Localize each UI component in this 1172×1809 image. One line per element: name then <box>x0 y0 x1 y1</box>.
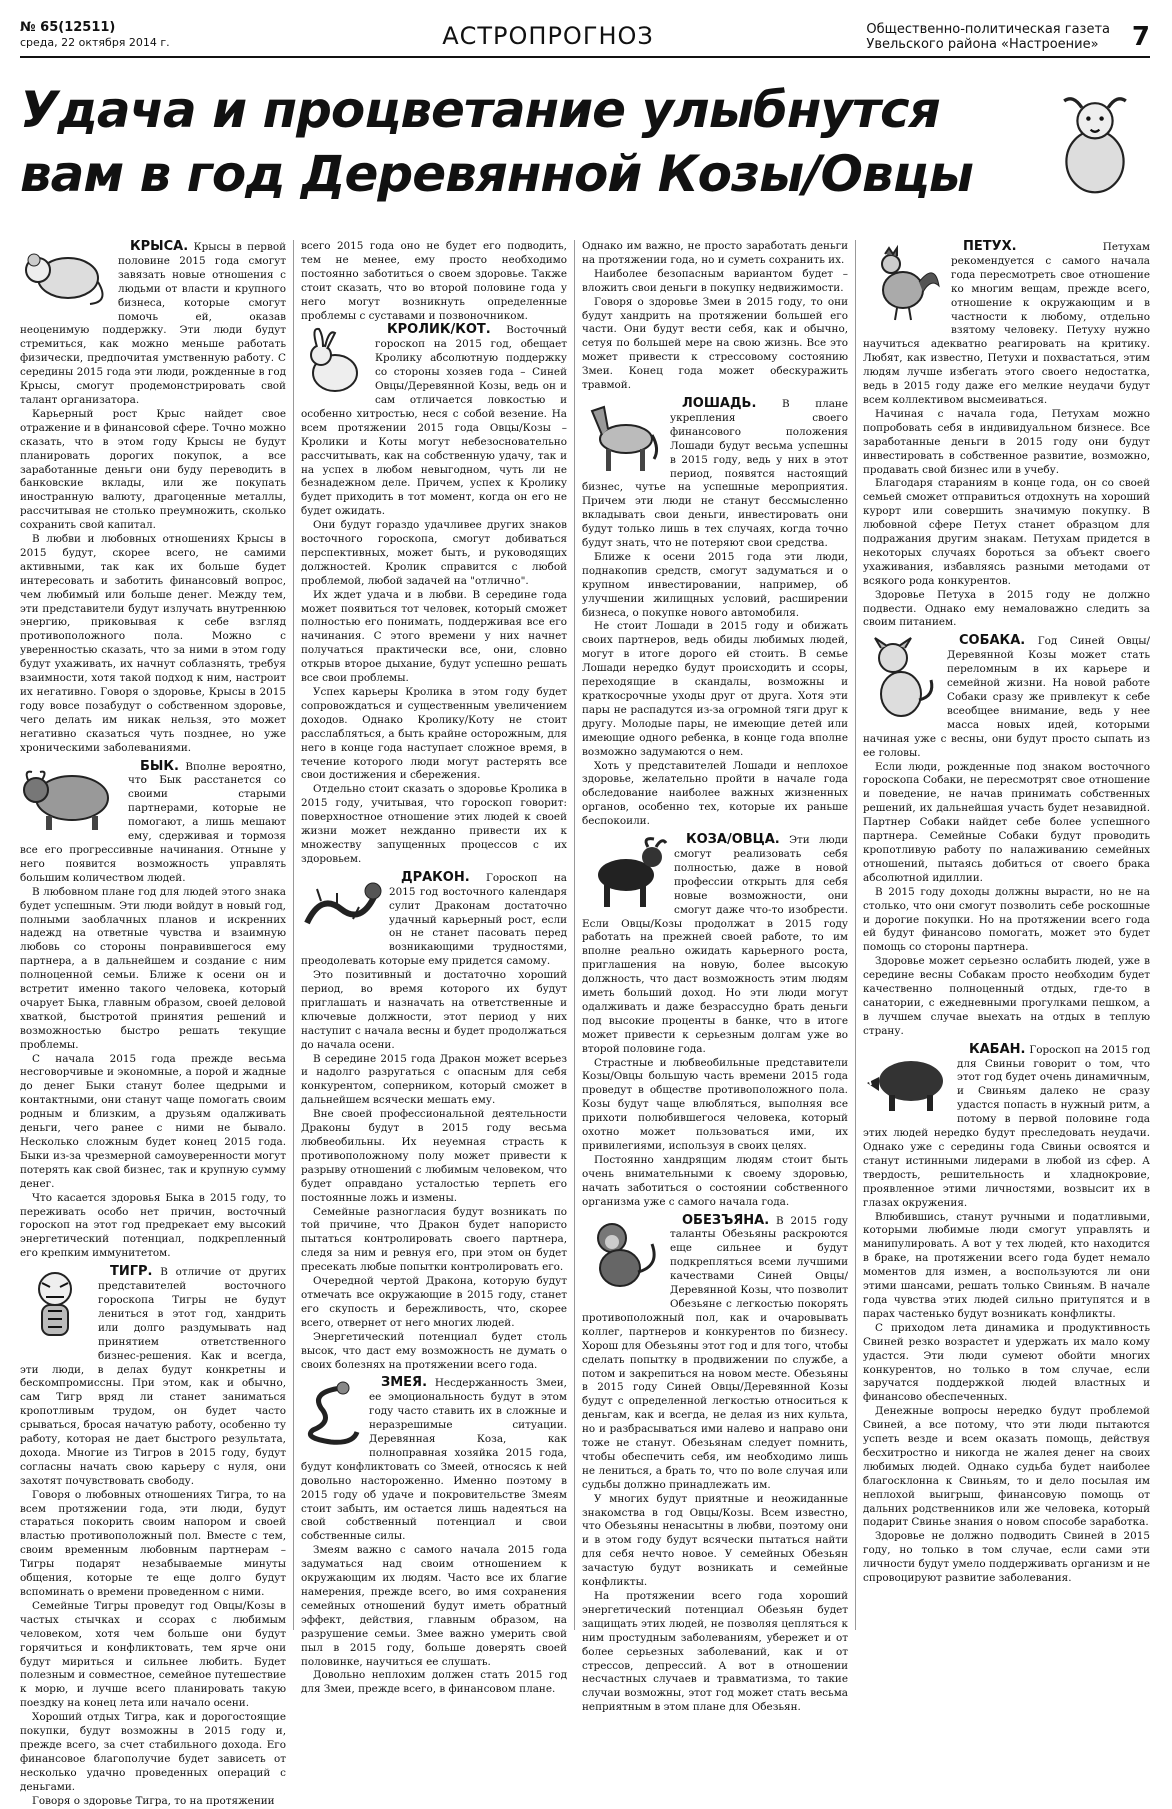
column-1 <box>20 239 286 1807</box>
snake-text-3: Довольно неплохим должен стать 2015 год для Змеи, прежде всего, в финансовом плане. <box>301 1669 567 1696</box>
bull-text-2: В любовном плане год для людей этого знака будет успешным. Эти люди войдут в новый год, полными заоблачных планов и искренних надежд на ответные чувства и взаимную любовь со стороны понравившегося ему партнера, а в дальнейшем и создание с ним полноценной семьи. Ближе к осени он и встретит именно такого человека, который очарует Быка, главным образом, своей деловой хваткой, быстротой принятия решений и возможностью быстро решать текущие проблемы. <box>20 885 286 1051</box>
column-3 <box>582 240 848 1714</box>
issue-number: № 65(12511) <box>20 20 116 35</box>
tiger-text-2: Говоря о любовных отношениях Тигра, то на всем протяжении года, эти люди, будут стараться покорить своим напором и своей властью противоположный пол. Вместе с тем, своим временным любовным партнерам – Тигры подарят незабываемые минуты общения, которые те еще долго будут вспоминать о времени проведенном с ними. <box>20 1488 286 1598</box>
section-rabbit <box>301 240 567 867</box>
horse-text-2: Ближе к осени 2015 года эти люди, поднакопив средств, смогут задуматься и о крупном инвестировании, например, об улучшении жилищных условий, расширении бизнеса, о покупке нового автомобиля. <box>582 550 848 619</box>
dog-text-3: В 2015 году доходы должны вырасти, но не на столько, что они смогут позволить себе роскошные и дорогие покупки. Но на протяжении всего года ей будут финансово помогать, может это будет помощь со стороны партнера. <box>863 885 1150 954</box>
rabbit-text-4: Успех карьеры Кролика в этом году будет сопровождаться и существенным увеличением доходов. Однако Кролику/Коту не стоит расслабляться, а быть крайне осторожным, для него в конце года наступает сложное время, в течение которого люди могут растерять все свои достижения и сбережения. <box>301 686 567 782</box>
horse-icon <box>582 399 662 475</box>
tiger-text-3: Семейные Тигры проведут год Овцы/Козы в частых стычках и ссорах с любимым человеком, хотя чем больше они будут горячиться и конфликтовать, тем ярче они будут мириться и сильнее любить. Будет полезным и совместное, семейное путешествие к морю, и лучше всего планировать такую поездку на конец лета или начало осени. <box>20 1599 286 1710</box>
tiger-text-5: Говоря о здоровье Тигра, то на протяжении <box>32 1794 275 1807</box>
dragon-text-5: Семейные разногласия будут возникать по той причине, что Дракон будет напористо пытаться контролировать своего партнера, следя за ним и ревнуя его, при этом он будет пресекать любые попытки контролировать его. <box>301 1205 567 1274</box>
sign-title-boar: КАБАН. <box>969 1041 1026 1057</box>
issue-date: среда, 22 октября 2014 г. <box>20 36 170 49</box>
rabbit-text-5: Отдельно стоит сказать о здоровье Кролика в 2015 году, учитывая, что гороскоп говорит: поверхностное отношение этих людей к своей жизни может нежданно привести их к множеству запущенных процессов с их здоровьем. <box>301 783 567 865</box>
monkey-text-1: В 2015 году таланты Обезьяны раскроются еще сильнее и будут подкрепляться всеми лучшими качествами Синей Овцы/Деревянной Козы, что позволит Обезьяне с легкостью покорять противоположный пол, как и очаровывать коллег, партнеров и конкурентов по бизнесу. Хорош для Обезьяны этот год и для того, чтобы сделать попытку в продвижении по службе, а потом и закрепиться на новом месте. Обезьяны в 2015 году Синей Овцы/Деревянной Козы будут с определенной легкостью относиться к деньгам, как и всегда, не делая из них культа, но и разбрасываться ими налево и направо они тоже не станут. Обезьянам следует помнить, чтобы обеспечить себя, им необходимо лишь не лениться, а брать то, что по воле случая или судьбы должно принадлежать им. <box>582 1214 848 1491</box>
boar-text-2: Влюбившись, станут ручными и податливыми, которыми любимые люди смогут управлять и манипулировать. А вот у тех людей, кто находится в браке, на протяжении всего года будет немало моментов для измен, а воспользуются ли они этими шансами, решать только Свиньям. В начале года чувства этих людей сильно притупятся и в парах частенько будут возникать конфликты. <box>863 1210 1150 1320</box>
bull-text-1: Вполне вероятно, что Бык расстанется со своими старыми партнерами, которые не помогают, а лишь мешают ему, сдерживая и тормозя все его прогрессивные начинания. Отныне у него появится возможность управлять большим количеством людей. <box>20 760 286 884</box>
section-horse <box>582 397 848 829</box>
sign-title-rabbit: КРОЛИК/КОТ. <box>387 322 491 338</box>
headline <box>20 78 1020 206</box>
rat-text-3: В любви и любовных отношениях Крысы в 2015 будут, скорее всего, не самими активными, так как их больше будет интересовать и заботить финансовый вопрос, чем любимый или больше денег. Между тем, эти представители будут излучать внутреннюю энергию, приковывая к себе взгляд противоположного пола. Можно с уверенностью сказать, что за ними в этом году будут ухаживать, их начнут соблазнять, требуя взаимности, хотя такой подход к ним, настроит их негативно. Говоря о здоровье, Крысы в 2015 году вовсе позабудут о собственном здоровье, чего делать им никак нельзя, это может негативно сказаться чуть позднее, но уже хроническими заболеваниями. <box>20 533 286 754</box>
section-tiger <box>20 1265 286 1808</box>
newspaper-name-line2: Увельского района «Настроение» <box>866 37 1099 52</box>
sign-title-rooster: ПЕТУХ. <box>963 239 1017 254</box>
dragon-text-3: В середине 2015 года Дракон может всерьез и надолго разругаться с опасным для себя конкурентом, соперником, который сможет в дальнейшем всячески мешать ему. <box>301 1052 567 1107</box>
dog-icon <box>863 636 939 722</box>
tiger-text-4: Хороший отдых Тигра, как и дорогостоящие покупки, будут возможны в 2015 году и, прежде всего, за счет стабильного дохода. Его финансовое благополучие будет зависеть от несколько удачно проведенных операций с деньгами. <box>20 1711 286 1793</box>
boar-text-3: С приходом лета динамика и продуктивность Свиней резко возрастет и удержать их мало кому удастся. Эти люди сумеют обойти многих конкурентов, но только в том случае, если заручатся поддержкой людей властных и финансово обеспеченных. <box>863 1321 1150 1404</box>
section-rat <box>20 240 286 756</box>
newspaper-name-line1: Общественно-политическая газета <box>866 22 1110 37</box>
rooster-text-3: Благодаря стараниям в конце года, он со своей семьей сможет отправиться отдохнуть на хороший курорт или совершить значимую покупку. В любовной сфере Петух станет образцом для подражания другим знакам. Петухам придется в некоторых случаях бороться за объект своего ухаживания, избавляясь разными методами от всякого рода конкурентов. <box>863 477 1150 587</box>
section-dragon <box>301 871 567 1373</box>
rooster-text-4: Здоровье Петуха в 2015 году не должно подвести. Однако ему немаловажно следить за своим питанием. <box>863 588 1150 629</box>
section-snake-continued <box>582 240 848 393</box>
dragon-text-6: Очередной чертой Дракона, которую будут отмечать все окружающие в 2015 году, станет его скупость и бережливость, что, скорее всего, отвернет от него многих людей. <box>301 1275 567 1329</box>
sign-title-monkey: ОБЕЗЪЯНА. <box>682 1212 770 1228</box>
sign-title-horse: ЛОШАДЬ. <box>682 395 757 411</box>
monkey-icon <box>582 1216 662 1296</box>
boar-text-5: Здоровье не должно подводить Свиней в 2015 году, но только в том случае, если сами эти личности будут умело поддерживать организм и не спровоцируют развитие заболевания. <box>863 1530 1150 1585</box>
tiger-text-1: В отличие от других представителей восточного гороскопа Тигры не будут лениться в этот год, хандрить или долго раздумывать над принятием ответственного бизнес-решения. Как и всегда, эти люди, в делах будут конкретны и бескомпромиссны. При этом, как и обычно, сам Тигр вряд ли станет заниматься кропотливым трудом, он будет часто срываться, бросая начатую работу, особенно ту работу, которая не дает быстрого результата, дохода. Многие из Тигров в 2015 году, будут согласны начать свою карьеру с нуля, они захотят почувствовать свободу. <box>20 1266 286 1487</box>
bull-text-4: Что касается здоровья Быка в 2015 году, то переживать особо нет причин, восточный гороскоп на этот год предрекает ему высокий энергетический потенциал, подкрепленный его крепким иммунитетом. <box>20 1191 286 1260</box>
sign-title-dragon: ДРАКОН. <box>401 869 470 885</box>
horse-text-4: Хоть у представителей Лошади и неплохое здоровье, желательно пройти в начале года обследование наиболее важных жизненных органов, особенно тех, которые их раньше беспокоили. <box>582 759 848 828</box>
snake-text-2: Змеям важно с самого начала 2015 года задуматься над своим отношением к окружающим их людям. Часто все их благие намерения, прежде всего, во имя сохранения семейных отношений будут иметь обратный эффект, действия, главным образом, на разрушение семьи. Змее важно умерить свой пыл в 2015 году, больше доверять своей половинке, научиться ее слушать. <box>301 1544 567 1668</box>
rat-text-1: Крысы в первой половине 2015 года смогут завязать новые отношения с людьми от власти и крупного бизнеса, которые смогут помочь ей, оказав неоценимую поддержку. Эти люди будут стремиться, как можно меньше работать физически, предпочитая умственную работу. С середины 2015 года эти люди, рожденные в год Крысы, смогут продемонстрировать свой талант организатора. <box>20 241 286 406</box>
rooster-icon <box>863 242 943 322</box>
page-header <box>20 18 1150 58</box>
section-monkey <box>582 1214 848 1716</box>
goat-text-1: Эти люди смогут реализовать себя полностью, даже в новой профессии открыть для себя новые возможности, они смогут даже что-то изобрести. Если Овцы/Козы продолжат в 2015 году работать на прежней своей работе, то им вполне реально ожидать карьерного роста, приглашения на новую, более высокую должность, что даст возможность этим людям иметь больший доход. Но эти люди могут одалживать и даже безрассудно брать деньги под высокие проценты в банке, что в итоге может привести к серьезным долгам уже во второй половине года. <box>582 834 848 1055</box>
rooster-text-1: Петухам рекомендуется с самого начала года пересмотреть свое отношение ко многим вещам, прежде всего, отношение к окружающим и в частности к любому, отдельно взятому человеку. Петуху нужно научиться адекватно реагировать на критику. Любят, как известно, Петухи и похвастаться, этим людям лучше избегать этого своего недостатка, ведь в 2015 году даже его мелкие неудачи будут всем коллективом высмеиваться. <box>863 241 1150 406</box>
boar-icon <box>863 1045 949 1115</box>
rabbit-text-1: Восточный гороскоп на 2015 год, обещает Кролику абсолютную поддержку со стороны хозяев года – Синей Овцы/Деревянной Козы, ведь он и сам отличается ловкостью и особенно хитростью, неся с собой везение. На всем протяжении 2015 года Овцы/Козы – Кролики и Коты могут небезосновательно рассчитывать, как на собственную удачу, так и на успех в любом невыгодном, чуть ли не безнадежном деле. Причем, успех к Кролику будет приходить в тот момент, когда он его не будет ожидать. <box>301 324 567 518</box>
headline-line1: Удача и процветание улыбнутся <box>20 81 940 139</box>
dog-text-4: Здоровье может серьезно ослабить людей, уже в середине весны Собакам просто необходим будет качественно полноценный отдых, где-то в санатории, с ежедневными прогулками пешком, а в лучшем случае выехать на отдых в теплую страну. <box>863 955 1150 1037</box>
tiger-icon <box>20 1267 90 1347</box>
sign-title-snake: ЗМЕЯ. <box>381 1375 428 1391</box>
goat-text-3: Постоянно хандрящим людям стоит быть очень внимательными к своему здоровью, начать заботиться о состоянии собственного организма уже с самого начала года. <box>582 1153 848 1208</box>
section-snake <box>301 1376 567 1697</box>
section-dog <box>863 634 1150 1038</box>
dog-text-1: Год Синей Овцы/Деревянной Козы может стать переломным в их карьере и семейной жизни. На новой работе Собаки сразу же привлекут к себе всеобщее внимание, ведь у нее масса новых идей, которыми начиная уже с весны, они будут просто сыпать из ее головы. <box>863 635 1150 759</box>
tiger-text-continued: всего 2015 года оно не будет его подводить, тем не менее, ему просто необходимо постоянно заботиться о своем здоровье. Также стоит сказать, что во второй половине года у него могут возникнуть определенные проблемы с суставами и позвоночником. <box>301 240 567 322</box>
sign-title-rat: КРЫСА. <box>130 239 189 254</box>
goat-mascot-icon <box>1040 90 1150 200</box>
column-2 <box>301 240 567 1696</box>
boar-text-1: Гороскоп на 2015 год для Свиньи говорит о том, что этот год будет очень динамичным, и Свиньям далеко не сразу удастся попасть в нужный ритм, а потому в первой половине года этих людей нередко будут преследовать неудачи. Однако уже с середины года Свиньи освоятся и станут истинными лидерами в любой из сфер. А твердость, решительность и хладнокровие, проявленное этими личностями, возвысит их в глазах окружения. <box>863 1043 1150 1209</box>
snake-text-5: Наиболее безопасным вариантом будет – вложить свои деньги в покупку недвижимости. <box>582 267 848 294</box>
dragon-text-2: Это позитивный и достаточно хороший период, во время которого их будут приглашать и назначать на ответственные и ключевые должности, этот период у них наступит с начала весны и будет продолжаться до начала осени. <box>301 969 567 1051</box>
goat-icon <box>582 835 666 911</box>
horse-text-3: Не стоит Лошади в 2015 году и обижать своих партнеров, ведь обиды любимых людей, могут в итоге дорого ей стоить. В семье Лошади нередко будут происходить и ссоры, переходящие в скандалы, возможны и краткосрочные уходы друг от друга. Хотя эти пары не распадутся из-за огромной тяги друг к другу. Молодые пары, не имеющие детей или имеющие одного ребенка, в конце года вполне возможно задумаются о нем. <box>582 620 848 758</box>
goat-text-2: Страстные и любвеобильные представители Козы/Овцы большую часть времени 2015 года проведут в обществе противоположного пола. Козы будут чаще влюбляться, выполняя все прихоти полюбившегося человека, который охотно может пользоваться ими, их привилегиями, используя в своих целях. <box>582 1056 848 1152</box>
headline-line2: вам в год Деревянной Козы/Овцы <box>20 145 973 203</box>
sign-title-dog: СОБАКА. <box>959 633 1026 649</box>
bull-icon <box>20 762 120 832</box>
boar-text-4: Денежные вопросы нередко будут проблемой Свиней, а все потому, что эти люди пытаются успеть везде и всем оказать помощь, действуя бесхитростно и никогда не жалея денег на своих любимых людей. Однако судьба будет наиболее благосклонна к Свиньям, то и дело посылая им неплохой выигрыш, финансовую помощь от дальних родственников или же человека, который подарит Свинье знания о новом способе заработка. <box>863 1405 1150 1529</box>
bull-text-3: С начала 2015 года прежде весьма несговорчивые и экономные, а порой и жадные до денег Быки станут более щедрыми и контактными, они станут чаще помогать своим родным и близким, а друзьям одалживать деньги, чего ранее с ними не бывало. Несколько сложным будет конец 2015 года. Быки из-за чрезмерной самоуверенности могут потерять как свой бизнес, так и крупную сумму денег. <box>20 1052 286 1190</box>
dragon-icon <box>301 873 381 943</box>
monkey-text-3: На протяжении всего года хороший энергетический потенциал Обезьян будет защищать этих людей, не позволяя цепляться к ним простудным заболеваниям, убережет и от более серьезных заболеваний, как и от стрессов, депрессий. А вот в отношении несчастных случаев и травматизма, то такие случаи возможны, этот год может стать весьма неприятным в этом плане для Обезьян. <box>582 1590 848 1714</box>
sign-title-goat: КОЗА/ОВЦА. <box>686 832 780 848</box>
rat-icon <box>20 242 110 308</box>
column-4 <box>863 240 1150 1630</box>
newspaper-name <box>866 22 1110 52</box>
dragon-text-7: Энергетический потенциал будет столь высок, что даст ему возможность не думать о своих болезнях на протяжении всего года. <box>301 1330 567 1371</box>
rat-text-2: Карьерный рост Крыс найдет свое отражение и в финансовой сфере. Точно можно сказать, что в этом году Крысы не будут планировать дорогих покупок, а все заработанные деньги они буду переводить в банковские вклады, или же покупать иностранную валюту, драгоценные металлы, рассчитывая не столько преумножить, сколько сохранить свой капитал. <box>20 407 286 532</box>
rubric-title: АСТРОПРОГНОЗ <box>442 22 654 50</box>
rabbit-text-2: Они будут гораздо удачливее других знаков восточного гороскопа, смогут добиваться перспективных, может быть, и руководящих должностей. Кролик справится с любой проблемой, любой задачей на "отлично". <box>301 519 567 587</box>
rabbit-text-3: Их ждет удача и в любви. В середине года может появиться тот человек, который сможет полностью его понимать, поддерживая все его начинания. С этого времени у них начнет получаться практически все, они, словно открыв второе дыхание, будут успешно решать все свои проблемы. <box>301 588 567 685</box>
section-goat <box>582 833 848 1209</box>
page-number: 7 <box>1131 22 1150 52</box>
section-boar <box>863 1043 1150 1586</box>
sign-title-bull: БЫК. <box>140 758 179 774</box>
rabbit-icon <box>301 325 367 395</box>
dragon-text-1: Гороскоп на 2015 год восточного календаря сулит Драконам достаточно удачный карьерный рост, если он не станет пасовать перед возникающими трудностями, преодолевать которые ему придется самому. <box>301 871 567 968</box>
snake-text-6: Говоря о здоровье Змеи в 2015 году, то они будут хандрить на протяжении большей его части. Они будут вести себя, как и обычно, сетуя по большей мере на свою жизнь. Все это может привести к стрессовому состоянию Змеи. Конец года может обескуражить травмой. <box>582 295 848 392</box>
sign-title-tiger: ТИГР. <box>110 1264 153 1280</box>
snake-text-4: Однако им важно, не просто заработать деньги на протяжении года, но и суметь сохранить их. <box>582 240 848 266</box>
dragon-text-4: Вне своей профессиональной деятельности Драконы будут в 2015 году весьма любвеобильны. Их неуемная страсть к противоположному полу может привести к разрыву отношений с любимым человеком, что будет оправдано усталостью терпеть его постоянные ложь и измены. <box>301 1108 567 1204</box>
dog-text-2: Если люди, рожденные под знаком восточного гороскопа Собаки, не пересмотрят свое отношение и поведение, не начав принимать собственных решений, их дальнейшая участь будет незавидной. Партнер Собаки найдет себе более успешного партнера. Семейные Собаки будут проводить кропотливую работу по налаживанию семейных отношений, пытаясь добиться от своего брака абсолютной идиллии. <box>863 760 1150 884</box>
monkey-text-2: У многих будут приятные и неожиданные знакомства в год Овцы/Козы. Всем известно, что Обезьяны ненасытны в любви, поэтому они и в этом году будут всячески пытаться найти для себя нечто новое. У семейных Обезьян зачастую будут возникать и семейные конфликты. <box>582 1492 848 1589</box>
section-bull <box>20 760 286 1262</box>
rooster-text-2: Начиная с начала года, Петухам можно попробовать себя в индивидуальном бизнесе. Все заработанные деньги в 2015 году они будут инвестировать в собственное развитие, возможно, продавать свой бизнес или в учебу. <box>863 407 1150 476</box>
snake-icon <box>301 1378 361 1448</box>
section-rooster <box>863 240 1150 630</box>
horse-text-1: В плане укрепления своего финансового положения Лошади будут весьма успешны в 2015 году, ведь у них в этот период, появятся настоящий бизнес, чутье на успешные мероприятия. Причем эти люди не станут бессмысленно вкладывать свои деньги, инвестировать они будут только лишь в тех случаях, когда точно будут знать, что не потеряют свои средства. <box>582 397 848 550</box>
snake-text-1: Несдержанность Змеи, ее эмоциональность будут в этом году часто ставить их в сложные и неразрешимые ситуации. Деревянная Коза, как полноправная хозяйка 2015 года, будут конфликтовать со Змеей, относясь к ней довольно настороженно. Именно поэтому в 2015 году об удаче и покровительстве Змеям стоит забыть, им остается лишь надеяться на свой собственный потенциал и свои собственные силы. <box>301 1377 567 1543</box>
